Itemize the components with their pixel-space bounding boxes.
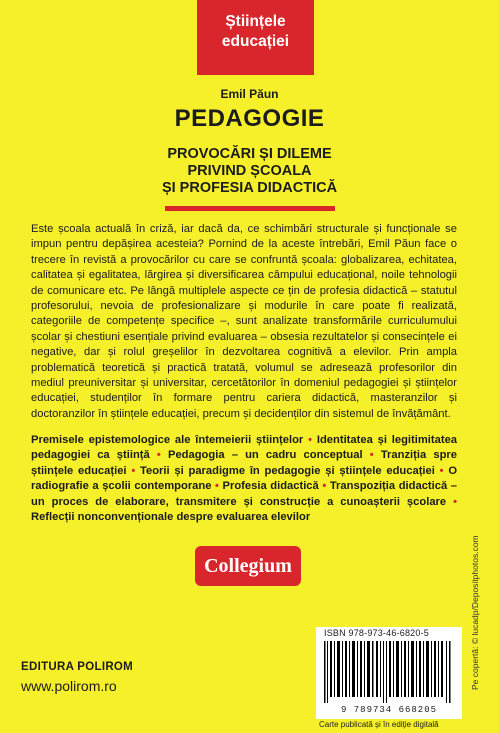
collection-logo: Collegium (195, 546, 301, 586)
bullet-icon: • (131, 464, 136, 477)
topic-item: Reflecții nonconvenționale despre evaluarea elevilor (31, 511, 311, 524)
author-name: Emil Păun (220, 87, 279, 101)
subtitle-line: ȘI PROFESIA DIDACTICĂ (161, 180, 338, 196)
publisher-name: EDITURA POLIROM (21, 661, 134, 673)
barcode-box (316, 627, 462, 719)
topic-item: Transpoziția didactică – un proces de elaborare, transmitere și construcție a cunoașterii școlare (31, 480, 457, 508)
subtitle-line: PRIVIND ȘCOALA (187, 163, 312, 179)
barcode-number: 9 789734 668205 (340, 705, 437, 715)
bullet-icon: • (369, 449, 374, 462)
topic-item: Identitatea și legitimitatea pedagogiei ca știință (31, 434, 458, 462)
book-description: Este școala actuală în criză, iar dacă da, ce schimbări structurale și funcționale se impun pentru depășirea acesteia? Pornind de la aceste întrebări, Emil Păun face o trecere în revistă a provocărilor cu care se confruntă școala: globalizarea, echitatea, calitatea și egalitatea, lărgirea și diversificarea câmpului educațional, noile tehnologii de comunicare etc. Pe lângă multiplele aspecte ce țin de profesia didactică – statutul profesorului, nevoia de profesionalizare și modurile în care poate fi realizată, categoriile de competențe specifice –, sunt analizate transformările curriculumului școlar și chestiuni esențiale privind evaluarea – obsesia rezultatelor și consecințele ei negative, dar și rolul greșelilor în dezvoltarea cognitivă a elevilor. Prin ampla problematică teoretică și practică tratată, volumul se adresează profesorilor din mediul preuniversitar și universitar, cercetătorilor în domeniul pedagogiei și științelor educației, studenților în formare pentru cariera didactică, masteranzilor și doctoranzilor în științele educației, precum și decidenților din sistemul de învățământ. (31, 223, 457, 420)
cover-credit: Pe copertă: © lucadp/Depositphotos.com (470, 535, 480, 690)
topic-item: Tranziția spre științele educației (31, 449, 457, 477)
bullet-icon: • (322, 480, 327, 493)
series-line-2: educației (221, 33, 290, 50)
topic-item: Premisele epistemologice ale întemeierii științelor (31, 434, 304, 446)
bullet-icon: • (215, 480, 219, 493)
topic-item: Profesia didactică (222, 480, 319, 493)
book-subtitle (0, 146, 499, 197)
book-title: PEDAGOGIE (174, 105, 325, 132)
bullet-icon: • (439, 464, 444, 477)
bullet-icon: • (453, 495, 457, 508)
bullet-icon: • (156, 449, 161, 462)
title-divider (165, 206, 335, 211)
topic-item: Pedagogia – un cadru conceptual (167, 449, 363, 462)
isbn: ISBN 978-973-46-6820-5 (324, 628, 429, 638)
digital-edition-note: Carte publicată și în ediție digitală (319, 720, 439, 729)
publisher-website[interactable]: www.polirom.ro (21, 678, 117, 694)
barcode-icon (322, 641, 456, 703)
topic-item: Teorii și paradigme în pedagogie și științele educației (140, 464, 435, 477)
bullet-icon: • (308, 434, 313, 446)
subtitle-line: PROVOCĂRI ȘI DILEME (167, 146, 332, 162)
series-line-1: Științele (225, 13, 286, 30)
series-badge (197, 0, 314, 75)
topic-item: O radiografie a școlii contemporane (31, 464, 458, 493)
topics-list (31, 433, 457, 525)
